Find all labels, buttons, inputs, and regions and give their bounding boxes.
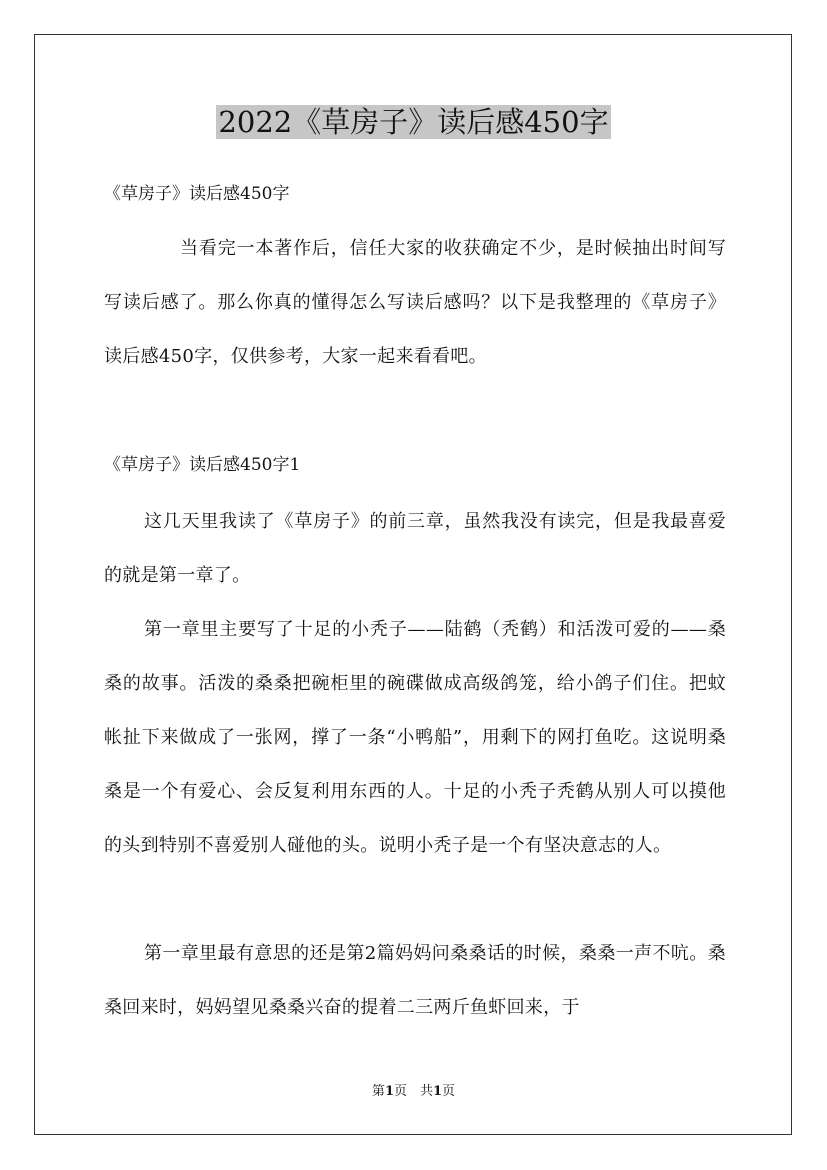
page-footer — [0, 1082, 827, 1102]
body-paragraph-1: 这几天里我读了《草房子》的前三章，虽然我没有读完，但是我最喜爱的就是第一章了。 — [104, 511, 726, 586]
footer-page-total: 1 — [433, 1084, 443, 1099]
body-paragraph-3: 第一章里最有意思的还是第2篇妈妈问桑桑话的时候，桑桑一声不吭。桑桑回来时，妈妈望见桑桑兴奋的提着二三两斤鱼虾回来，于 — [104, 943, 726, 1018]
document-title — [0, 100, 827, 144]
section-title: 《草房子》读后感450字1 — [104, 455, 301, 475]
footer-page-current: 1 — [384, 1084, 394, 1099]
footer-page-mid: 页 共 — [393, 1084, 433, 1099]
footer-page-prefix: 第 — [371, 1084, 385, 1099]
subtitle-top: 《草房子》读后感450字 — [104, 184, 290, 204]
document-title-text: 2022《草房子》读后感450字 — [218, 105, 609, 139]
footer-page-suffix: 页 — [442, 1084, 456, 1099]
body-paragraph-2: 第一章里主要写了十足的小秃子——陆鹤（秃鹤）和活泼可爱的——桑桑的故事。活泼的桑桑把碗柜里的碗碟做成高级鸽笼，给小鸽子们住。把蚊帐扯下来做成了一张网，撑了一条“小鸭船”，用剩下的网打鱼吃。这说明桑桑是一个有爱心、会反复利用东西的人。十足的小秃子秃鹤从别人可以摸他的头到特别不喜爱别人碰他的头。说明小秃子是一个有坚决意志的人。 — [104, 619, 726, 856]
intro-paragraph: 当看完一本著作后，信任大家的收获确定不少，是时候抽出时间写写读后感了。那么你真的懂得怎么写读后感吗？以下是我整理的《草房子》读后感450字，仅供参考，大家一起来看看吧。 — [104, 238, 726, 367]
